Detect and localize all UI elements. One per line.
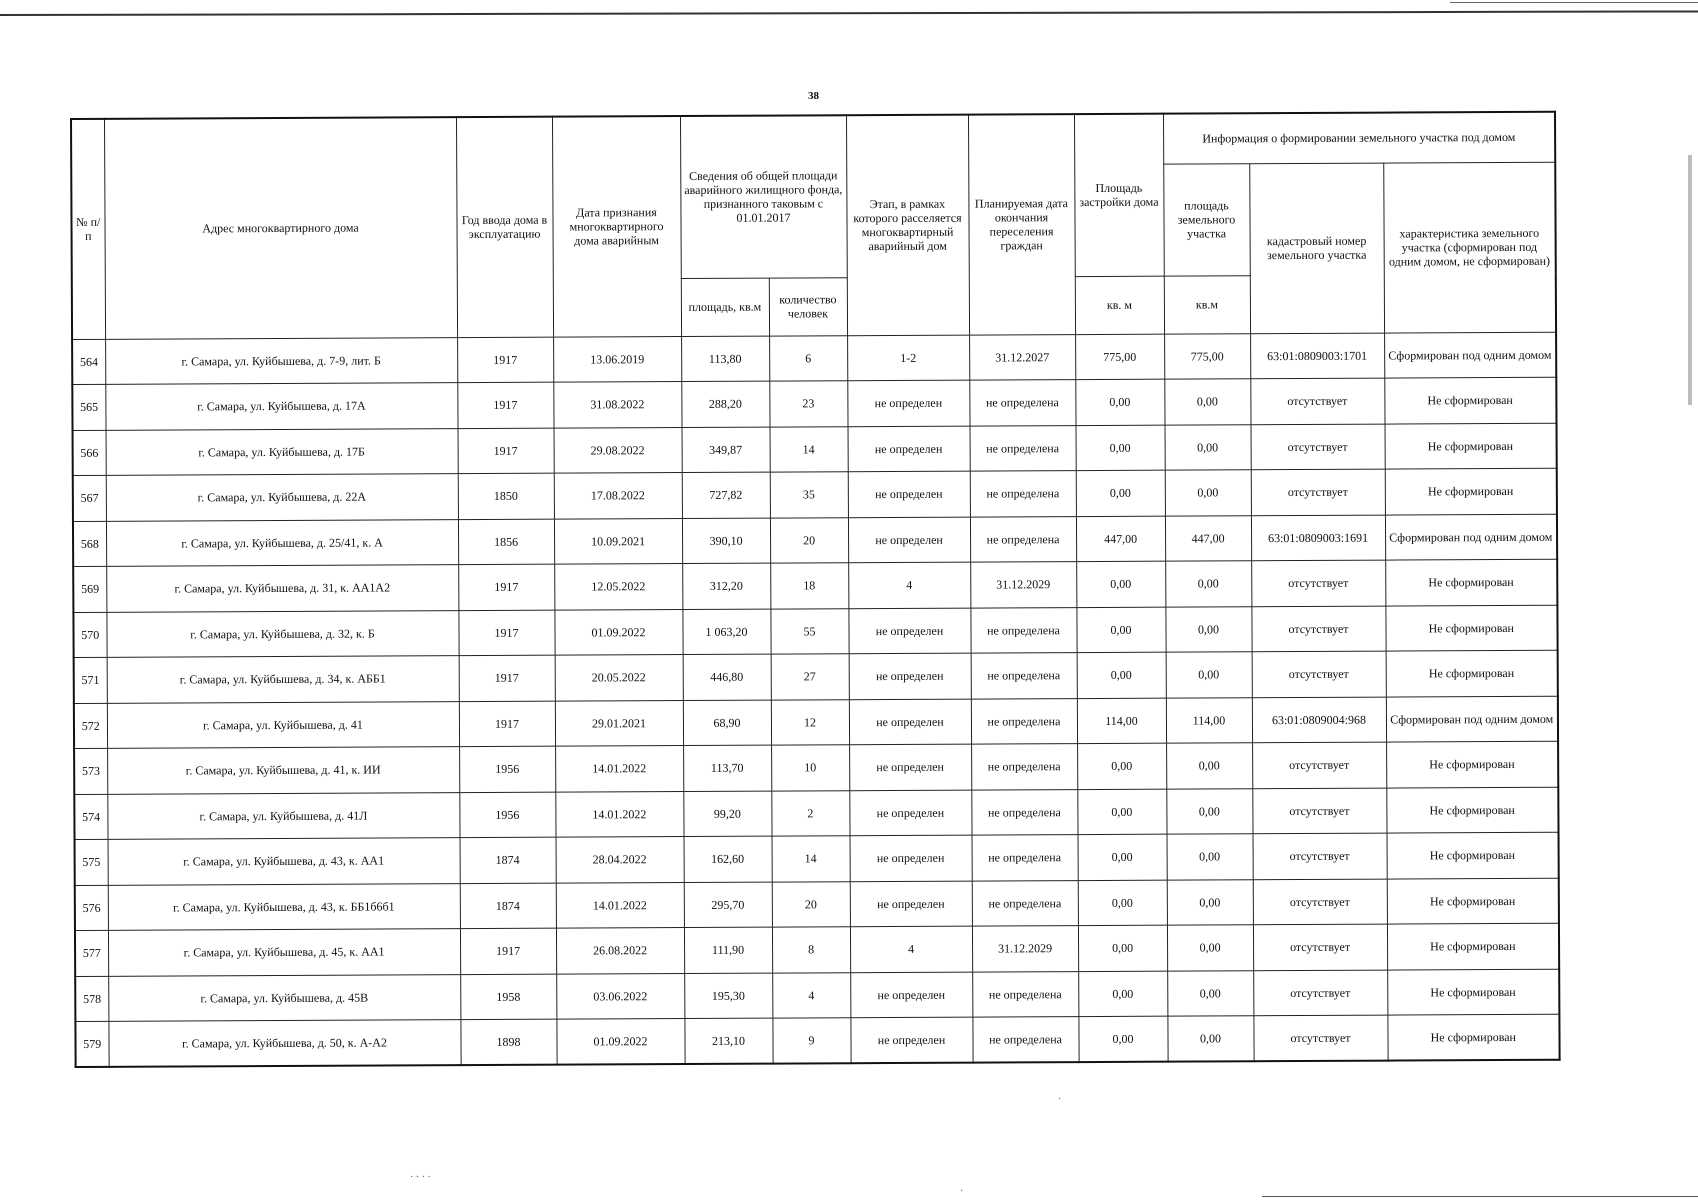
row-no: 573 <box>74 748 107 794</box>
header-area-group: Сведения об общей площади аварийного жилищного фонда, признанного таковым с 01.01.2017 <box>680 115 847 278</box>
row-area: 99,20 <box>683 791 771 837</box>
row-building-area: 0,00 <box>1076 561 1165 607</box>
row-no: 572 <box>74 703 107 749</box>
row-recognition-date: 20.05.2022 <box>555 655 683 701</box>
row-building-area: 0,00 <box>1076 425 1165 471</box>
row-cadastral: отсутствует <box>1251 424 1385 470</box>
table-row <box>75 878 1559 931</box>
table-row <box>75 969 1559 1022</box>
row-building-area: 0,00 <box>1076 470 1165 516</box>
row-stage: не определен <box>848 426 970 472</box>
row-address: г. Самара, ул. Куйбышева, д. 25/41, к. А <box>106 519 458 566</box>
row-address: г. Самара, ул. Куйбышева, д. 41, к. ИИ <box>107 747 459 794</box>
row-stage: не определен <box>849 744 971 790</box>
row-stage: не определен <box>849 790 971 836</box>
row-no: 575 <box>75 839 108 885</box>
row-land-feature: Не сформирован <box>1387 969 1559 1015</box>
header-land-area-unit: кв.м <box>1164 275 1250 333</box>
table-row <box>75 832 1559 885</box>
row-no: 565 <box>72 384 105 430</box>
row-cadastral: отсутствует <box>1253 879 1387 925</box>
row-no: 567 <box>73 475 106 521</box>
row-stage: не определен <box>848 608 970 654</box>
row-recognition-date: 14.01.2022 <box>556 882 684 928</box>
table-row <box>73 423 1557 476</box>
row-planned-date: не определена <box>971 653 1077 699</box>
header-building-area: Площадь застройки дома <box>1074 114 1164 276</box>
row-land-feature: Не сформирован <box>1384 377 1556 423</box>
row-land-area: 0,00 <box>1164 379 1250 425</box>
row-land-feature: Не сформирован <box>1387 878 1559 924</box>
table-row <box>73 468 1557 521</box>
row-land-feature: Не сформирован <box>1385 605 1557 651</box>
row-cadastral: отсутствует <box>1253 1015 1387 1061</box>
table-row <box>73 605 1557 658</box>
row-building-area: 0,00 <box>1077 789 1166 835</box>
row-address: г. Самара, ул. Куйбышева, д. 43, к. АА1 <box>108 838 460 885</box>
row-planned-date: не определена <box>970 425 1076 471</box>
row-planned-date: не определена <box>972 835 1078 881</box>
scan-speck: · · · · <box>410 1172 431 1183</box>
row-recognition-date: 28.04.2022 <box>556 837 684 883</box>
row-land-area: 0,00 <box>1166 788 1252 834</box>
row-area: 349,87 <box>682 427 770 473</box>
row-year: 1917 <box>457 382 553 428</box>
row-recognition-date: 01.09.2022 <box>556 1019 684 1065</box>
row-no: 568 <box>73 521 106 567</box>
row-stage: не определен <box>847 380 969 426</box>
header-no: № п/п <box>71 119 105 339</box>
row-cadastral: отсутствует <box>1253 924 1387 970</box>
row-area: 68,90 <box>683 700 771 746</box>
row-cadastral: отсутствует <box>1252 742 1386 788</box>
row-land-area: 0,00 <box>1167 879 1253 925</box>
row-land-feature: Не сформирован <box>1387 923 1559 969</box>
scan-speck: · <box>1058 1094 1062 1105</box>
row-land-area: 0,00 <box>1165 470 1251 516</box>
row-planned-date: не определена <box>972 880 1078 926</box>
row-land-feature: Не сформирован <box>1386 650 1558 696</box>
table-row <box>72 332 1556 385</box>
row-land-feature: Не сформирован <box>1385 559 1557 605</box>
row-year: 1850 <box>458 473 554 519</box>
row-cadastral: отсутствует <box>1253 833 1387 879</box>
table-row <box>74 696 1558 749</box>
row-people: 20 <box>772 881 850 927</box>
row-year: 1917 <box>458 428 554 474</box>
row-address: г. Самара, ул. Куйбышева, д. 17А <box>105 383 457 430</box>
row-building-area: 447,00 <box>1076 516 1165 562</box>
row-area: 111,90 <box>684 927 772 973</box>
header-land-group: Информация о формировании земельного участка под домом <box>1163 112 1555 164</box>
row-cadastral: отсутствует <box>1250 378 1384 424</box>
row-people: 12 <box>771 699 849 745</box>
row-year: 1874 <box>460 837 556 883</box>
row-no: 576 <box>75 885 108 931</box>
row-building-area: 0,00 <box>1077 743 1166 789</box>
table-row <box>73 514 1557 567</box>
row-area: 113,80 <box>681 336 769 382</box>
row-building-area: 0,00 <box>1076 607 1165 653</box>
row-recognition-date: 17.08.2022 <box>554 473 682 519</box>
row-land-area: 0,00 <box>1167 925 1253 971</box>
row-people: 9 <box>772 1018 850 1064</box>
row-cadastral: отсутствует <box>1252 651 1386 697</box>
row-building-area: 0,00 <box>1077 652 1166 698</box>
header-year: Год ввода дома в эксплуатацию <box>456 117 553 337</box>
row-address: г. Самара, ул. Куйбышева, д. 31, к. АА1А2 <box>106 565 458 612</box>
row-area: 113,70 <box>683 745 771 791</box>
header-people-count: количество человек <box>769 277 847 335</box>
row-land-feature: Не сформирован <box>1387 832 1559 878</box>
row-cadastral: 63:01:0809003:1691 <box>1251 515 1385 561</box>
row-cadastral: 63:01:0809003:1701 <box>1250 333 1384 379</box>
row-area: 446,80 <box>683 654 771 700</box>
row-building-area: 0,00 <box>1078 834 1167 880</box>
row-no: 570 <box>73 612 106 658</box>
row-planned-date: не определена <box>970 607 1076 653</box>
table-row <box>75 1014 1559 1067</box>
row-address: г. Самара, ул. Куйбышева, д. 50, к. А-А2 <box>108 1020 460 1067</box>
header-land-area: площадь земельного участка <box>1163 163 1250 275</box>
row-stage: не определен <box>850 972 972 1018</box>
row-building-area: 0,00 <box>1075 379 1164 425</box>
scan-top-rule <box>0 10 1698 16</box>
row-address: г. Самара, ул. Куйбышева, д. 34, к. АББ1 <box>107 656 459 703</box>
row-planned-date: не определена <box>970 516 1076 562</box>
row-year: 1917 <box>458 610 554 656</box>
row-year: 1917 <box>459 655 555 701</box>
row-recognition-date: 26.08.2022 <box>556 928 684 974</box>
row-land-feature: Не сформирован <box>1386 741 1558 787</box>
scan-edge-shadow <box>1688 155 1692 405</box>
header-address: Адрес многоквартирного дома <box>104 117 457 339</box>
row-people: 6 <box>769 335 847 381</box>
row-stage: 1-2 <box>847 335 969 381</box>
row-people: 18 <box>770 563 848 609</box>
row-land-feature: Не сформирован <box>1385 468 1557 514</box>
table-row <box>73 559 1557 612</box>
row-recognition-date: 14.01.2022 <box>555 791 683 837</box>
row-land-area: 447,00 <box>1165 515 1251 561</box>
row-recognition-date: 10.09.2021 <box>554 518 682 564</box>
row-year: 1898 <box>460 1019 556 1065</box>
row-no: 569 <box>73 566 106 612</box>
row-year: 1917 <box>457 337 553 383</box>
row-year: 1958 <box>460 974 556 1020</box>
table-row <box>72 377 1556 430</box>
row-recognition-date: 13.06.2019 <box>553 336 681 382</box>
table-body <box>72 332 1560 1067</box>
row-address: г. Самара, ул. Куйбышева, д. 7-9, лит. Б <box>105 337 457 384</box>
table-row <box>74 787 1558 840</box>
row-planned-date: 31.12.2029 <box>972 926 1078 972</box>
row-building-area: 114,00 <box>1077 698 1166 744</box>
row-address: г. Самара, ул. Куйбышева, д. 43, к. ББ1б6б1 <box>108 883 460 930</box>
scan-speck: · <box>960 1186 964 1197</box>
row-address: г. Самара, ул. Куйбышева, д. 22А <box>106 474 458 521</box>
header-recognition-date: Дата признания многоквартирного дома аварийным <box>552 116 681 337</box>
header-land-feature: характеристика земельного участка (сформирован под одним домом, не сформирован) <box>1383 162 1556 333</box>
row-land-area: 114,00 <box>1166 697 1252 743</box>
row-people: 4 <box>772 972 850 1018</box>
row-no: 579 <box>75 1021 108 1067</box>
row-people: 23 <box>769 381 847 427</box>
row-land-area: 0,00 <box>1166 743 1252 789</box>
row-no: 578 <box>75 976 108 1022</box>
row-recognition-date: 01.09.2022 <box>554 609 682 655</box>
row-stage: 4 <box>848 562 970 608</box>
row-land-area: 0,00 <box>1165 424 1251 470</box>
row-recognition-date: 29.08.2022 <box>554 427 682 473</box>
row-recognition-date: 12.05.2022 <box>554 564 682 610</box>
row-recognition-date: 29.01.2021 <box>555 700 683 746</box>
row-no: 564 <box>72 339 105 385</box>
row-no: 571 <box>74 657 107 703</box>
row-year: 1856 <box>458 519 554 565</box>
row-cadastral: отсутствует <box>1253 970 1387 1016</box>
row-cadastral: отсутствует <box>1251 560 1385 606</box>
row-area: 312,20 <box>682 563 770 609</box>
row-year: 1956 <box>459 746 555 792</box>
row-area: 1 063,20 <box>682 609 770 655</box>
emergency-housing-table <box>70 111 1561 1068</box>
header-building-area-unit: кв. м <box>1075 276 1164 334</box>
row-land-feature: Сформирован под одним домом <box>1385 514 1557 560</box>
row-stage: не определен <box>849 699 971 745</box>
row-area: 213,10 <box>684 1018 772 1064</box>
row-area: 162,60 <box>684 836 772 882</box>
registry-table-wrapper <box>70 111 1559 1068</box>
row-stage: не определен <box>850 881 972 927</box>
row-people: 14 <box>770 426 848 472</box>
row-address: г. Самара, ул. Куйбышева, д. 17Б <box>106 428 458 475</box>
row-area: 295,70 <box>684 882 772 928</box>
row-planned-date: не определена <box>972 971 1078 1017</box>
scan-top-rule-right <box>1450 2 1698 3</box>
row-no: 577 <box>75 930 108 976</box>
row-people: 10 <box>771 745 849 791</box>
row-land-feature: Не сформирован <box>1387 1014 1559 1060</box>
header-area-sqm: площадь, кв.м <box>681 278 769 336</box>
row-year: 1917 <box>460 928 556 974</box>
row-stage: не определен <box>848 471 970 517</box>
row-address: г. Самара, ул. Куйбышева, д. 32, к. Б <box>106 610 458 657</box>
row-stage: не определен <box>850 1017 972 1063</box>
scan-bottom-rule <box>1262 1196 1698 1197</box>
row-people: 55 <box>770 608 848 654</box>
row-address: г. Самара, ул. Куйбышева, д. 45, к. АА1 <box>108 929 460 976</box>
row-building-area: 0,00 <box>1078 880 1167 926</box>
row-address: г. Самара, ул. Куйбышева, д. 41 <box>107 701 459 748</box>
row-planned-date: не определена <box>971 789 1077 835</box>
row-area: 390,10 <box>682 518 770 564</box>
row-land-area: 0,00 <box>1165 606 1251 652</box>
row-cadastral: 63:01:0809004:968 <box>1252 697 1386 743</box>
row-land-area: 0,00 <box>1167 1016 1253 1062</box>
row-people: 14 <box>772 836 850 882</box>
row-address: г. Самара, ул. Куйбышева, д. 41Л <box>107 792 459 839</box>
row-people: 2 <box>771 790 849 836</box>
row-year: 1956 <box>459 792 555 838</box>
row-year: 1917 <box>458 564 554 610</box>
row-recognition-date: 14.01.2022 <box>555 746 683 792</box>
row-land-area: 0,00 <box>1166 652 1252 698</box>
row-planned-date: не определена <box>971 698 1077 744</box>
row-area: 195,30 <box>684 973 772 1019</box>
row-building-area: 0,00 <box>1078 971 1167 1017</box>
row-cadastral: отсутствует <box>1251 469 1385 515</box>
row-planned-date: не определена <box>969 380 1075 426</box>
row-cadastral: отсутствует <box>1251 606 1385 652</box>
row-area: 727,82 <box>682 472 770 518</box>
row-building-area: 775,00 <box>1075 334 1164 380</box>
table-row <box>74 650 1558 703</box>
row-land-area: 0,00 <box>1167 834 1253 880</box>
row-planned-date: не определена <box>972 1017 1078 1063</box>
row-no: 574 <box>74 794 107 840</box>
row-people: 20 <box>770 517 848 563</box>
row-land-feature: Сформирован под одним домом <box>1384 332 1556 378</box>
row-stage: не определен <box>848 517 970 563</box>
row-people: 27 <box>771 654 849 700</box>
row-year: 1917 <box>459 701 555 747</box>
row-people: 8 <box>772 927 850 973</box>
row-stage: не определен <box>849 653 971 699</box>
row-recognition-date: 31.08.2022 <box>553 382 681 428</box>
row-land-area: 0,00 <box>1167 970 1253 1016</box>
table-row <box>74 741 1558 794</box>
row-land-feature: Не сформирован <box>1386 787 1558 833</box>
page-number: 38 <box>808 90 819 102</box>
row-land-area: 775,00 <box>1164 333 1250 379</box>
header-cadastral: кадастровый номер земельного участка <box>1249 163 1384 334</box>
row-no: 566 <box>73 430 106 476</box>
row-stage: 4 <box>850 926 972 972</box>
row-planned-date: не определена <box>970 471 1076 517</box>
header-stage: Этап, в рамках которого расселяется многоквартирный аварийный дом <box>846 115 969 336</box>
row-recognition-date: 03.06.2022 <box>556 973 684 1019</box>
row-planned-date: 31.12.2027 <box>969 334 1075 380</box>
table-row <box>75 923 1559 976</box>
header-planned-date: Планируемая дата окончания переселения граждан <box>968 114 1075 335</box>
row-address: г. Самара, ул. Куйбышева, д. 45В <box>108 974 460 1021</box>
row-building-area: 0,00 <box>1078 925 1167 971</box>
row-building-area: 0,00 <box>1078 1016 1167 1062</box>
row-stage: не определен <box>850 835 972 881</box>
row-cadastral: отсутствует <box>1252 788 1386 834</box>
row-land-area: 0,00 <box>1165 561 1251 607</box>
row-land-feature: Не сформирован <box>1385 423 1557 469</box>
row-people: 35 <box>770 472 848 518</box>
row-planned-date: 31.12.2029 <box>970 562 1076 608</box>
row-planned-date: не определена <box>971 744 1077 790</box>
row-land-feature: Сформирован под одним домом <box>1386 696 1558 742</box>
row-area: 288,20 <box>681 381 769 427</box>
row-year: 1874 <box>460 883 556 929</box>
